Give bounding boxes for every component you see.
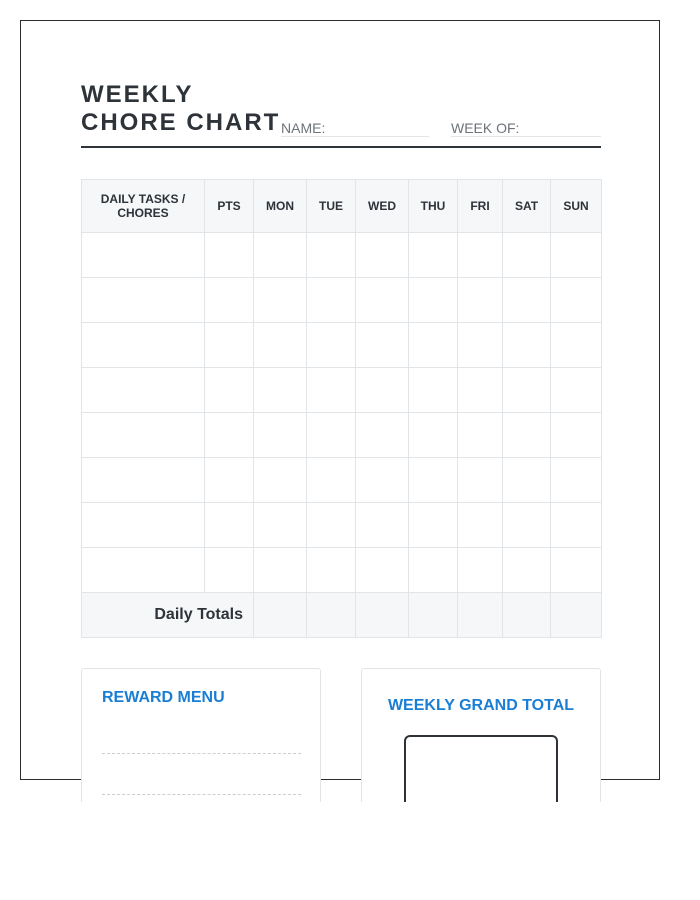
table-cell[interactable] xyxy=(254,503,307,548)
table-row xyxy=(82,413,602,458)
table-cell[interactable] xyxy=(551,548,602,593)
table-cell[interactable] xyxy=(356,548,409,593)
table-cell[interactable] xyxy=(356,323,409,368)
table-cell[interactable] xyxy=(82,278,205,323)
table-cell[interactable] xyxy=(356,368,409,413)
table-row xyxy=(82,233,602,278)
table-cell[interactable] xyxy=(551,503,602,548)
table-cell[interactable] xyxy=(254,458,307,503)
table-cell[interactable] xyxy=(82,548,205,593)
grand-total-card xyxy=(361,668,601,802)
table-cell[interactable] xyxy=(254,368,307,413)
table-row xyxy=(82,323,602,368)
table-cell[interactable] xyxy=(551,233,602,278)
name-field[interactable] xyxy=(281,120,429,137)
table-cell[interactable] xyxy=(409,548,458,593)
grand-total-box[interactable] xyxy=(404,735,558,802)
table-cell[interactable] xyxy=(356,503,409,548)
table-cell[interactable] xyxy=(503,323,551,368)
table-cell[interactable] xyxy=(551,413,602,458)
daily-total-cell[interactable] xyxy=(356,593,409,638)
table-cell[interactable] xyxy=(205,233,254,278)
column-header: TUE xyxy=(307,180,356,233)
column-header: PTS xyxy=(205,180,254,233)
table-cell[interactable] xyxy=(551,458,602,503)
column-header: WED xyxy=(356,180,409,233)
week-of-field[interactable] xyxy=(451,120,601,137)
column-header: THU xyxy=(409,180,458,233)
reward-line[interactable] xyxy=(102,753,301,754)
page-title xyxy=(81,81,280,137)
table-body xyxy=(82,233,602,593)
table-cell[interactable] xyxy=(458,503,503,548)
table-cell[interactable] xyxy=(254,278,307,323)
column-header: DAILY TASKS / CHORES xyxy=(82,180,205,233)
table-cell[interactable] xyxy=(307,233,356,278)
header-divider xyxy=(81,146,601,148)
reward-menu-card xyxy=(81,668,321,802)
table-cell[interactable] xyxy=(503,413,551,458)
daily-totals-row xyxy=(82,593,602,638)
week-of-label: WEEK OF: xyxy=(451,120,520,136)
table-row xyxy=(82,278,602,323)
table-cell[interactable] xyxy=(356,458,409,503)
table-cell[interactable] xyxy=(254,323,307,368)
table-cell[interactable] xyxy=(82,458,205,503)
table-cell[interactable] xyxy=(503,233,551,278)
table-cell[interactable] xyxy=(254,548,307,593)
table-cell[interactable] xyxy=(82,413,205,458)
table-cell[interactable] xyxy=(458,278,503,323)
title-line-1: WEEKLY xyxy=(81,81,194,108)
table-cell[interactable] xyxy=(307,458,356,503)
daily-total-cell[interactable] xyxy=(254,593,307,638)
table-cell[interactable] xyxy=(205,548,254,593)
table-cell[interactable] xyxy=(205,278,254,323)
table-cell[interactable] xyxy=(503,458,551,503)
table-cell[interactable] xyxy=(356,278,409,323)
grand-total-title: WEEKLY GRAND TOTAL xyxy=(387,697,575,714)
table-cell[interactable] xyxy=(551,323,602,368)
table-cell[interactable] xyxy=(254,413,307,458)
table-cell[interactable] xyxy=(551,278,602,323)
table-cell[interactable] xyxy=(205,413,254,458)
table-cell[interactable] xyxy=(503,548,551,593)
table-cell[interactable] xyxy=(458,368,503,413)
table-cell[interactable] xyxy=(409,323,458,368)
table-cell[interactable] xyxy=(307,278,356,323)
column-header: SUN xyxy=(551,180,602,233)
table-cell[interactable] xyxy=(458,233,503,278)
table-cell[interactable] xyxy=(458,413,503,458)
table-cell[interactable] xyxy=(205,323,254,368)
table-cell[interactable] xyxy=(458,323,503,368)
table-cell[interactable] xyxy=(503,368,551,413)
table-cell[interactable] xyxy=(307,323,356,368)
table-cell[interactable] xyxy=(205,368,254,413)
table-header-row xyxy=(82,180,602,233)
column-header: FRI xyxy=(458,180,503,233)
table-cell[interactable] xyxy=(82,323,205,368)
table-row xyxy=(82,458,602,503)
table-cell[interactable] xyxy=(307,548,356,593)
daily-totals-label: Daily Totals xyxy=(82,593,254,638)
table-cell[interactable] xyxy=(254,233,307,278)
title-line-2: CHORE CHART xyxy=(81,109,281,136)
table-cell[interactable] xyxy=(82,233,205,278)
table-cell[interactable] xyxy=(409,413,458,458)
table-cell[interactable] xyxy=(205,458,254,503)
daily-total-cell[interactable] xyxy=(409,593,458,638)
table-row xyxy=(82,503,602,548)
table-cell[interactable] xyxy=(503,278,551,323)
table-cell[interactable] xyxy=(356,413,409,458)
table-cell[interactable] xyxy=(205,503,254,548)
table-cell[interactable] xyxy=(409,368,458,413)
reward-line[interactable] xyxy=(102,794,301,795)
table-cell[interactable] xyxy=(409,458,458,503)
chore-table xyxy=(81,179,602,638)
daily-total-cell[interactable] xyxy=(503,593,551,638)
daily-total-cell[interactable] xyxy=(307,593,356,638)
table-cell[interactable] xyxy=(458,458,503,503)
table-cell[interactable] xyxy=(409,233,458,278)
table-cell[interactable] xyxy=(409,503,458,548)
daily-total-cell[interactable] xyxy=(551,593,602,638)
daily-total-cell[interactable] xyxy=(458,593,503,638)
table-cell[interactable] xyxy=(307,413,356,458)
table-row xyxy=(82,368,602,413)
table-cell[interactable] xyxy=(82,503,205,548)
table-cell[interactable] xyxy=(551,368,602,413)
column-header: MON xyxy=(254,180,307,233)
table-cell[interactable] xyxy=(82,368,205,413)
table-cell[interactable] xyxy=(307,368,356,413)
column-header: SAT xyxy=(503,180,551,233)
table-cell[interactable] xyxy=(307,503,356,548)
table-cell[interactable] xyxy=(356,233,409,278)
table-row xyxy=(82,548,602,593)
table-cell[interactable] xyxy=(503,503,551,548)
table-cell[interactable] xyxy=(409,278,458,323)
reward-menu-title: REWARD MENU xyxy=(102,689,225,706)
name-label: NAME: xyxy=(281,120,326,136)
table-cell[interactable] xyxy=(458,548,503,593)
